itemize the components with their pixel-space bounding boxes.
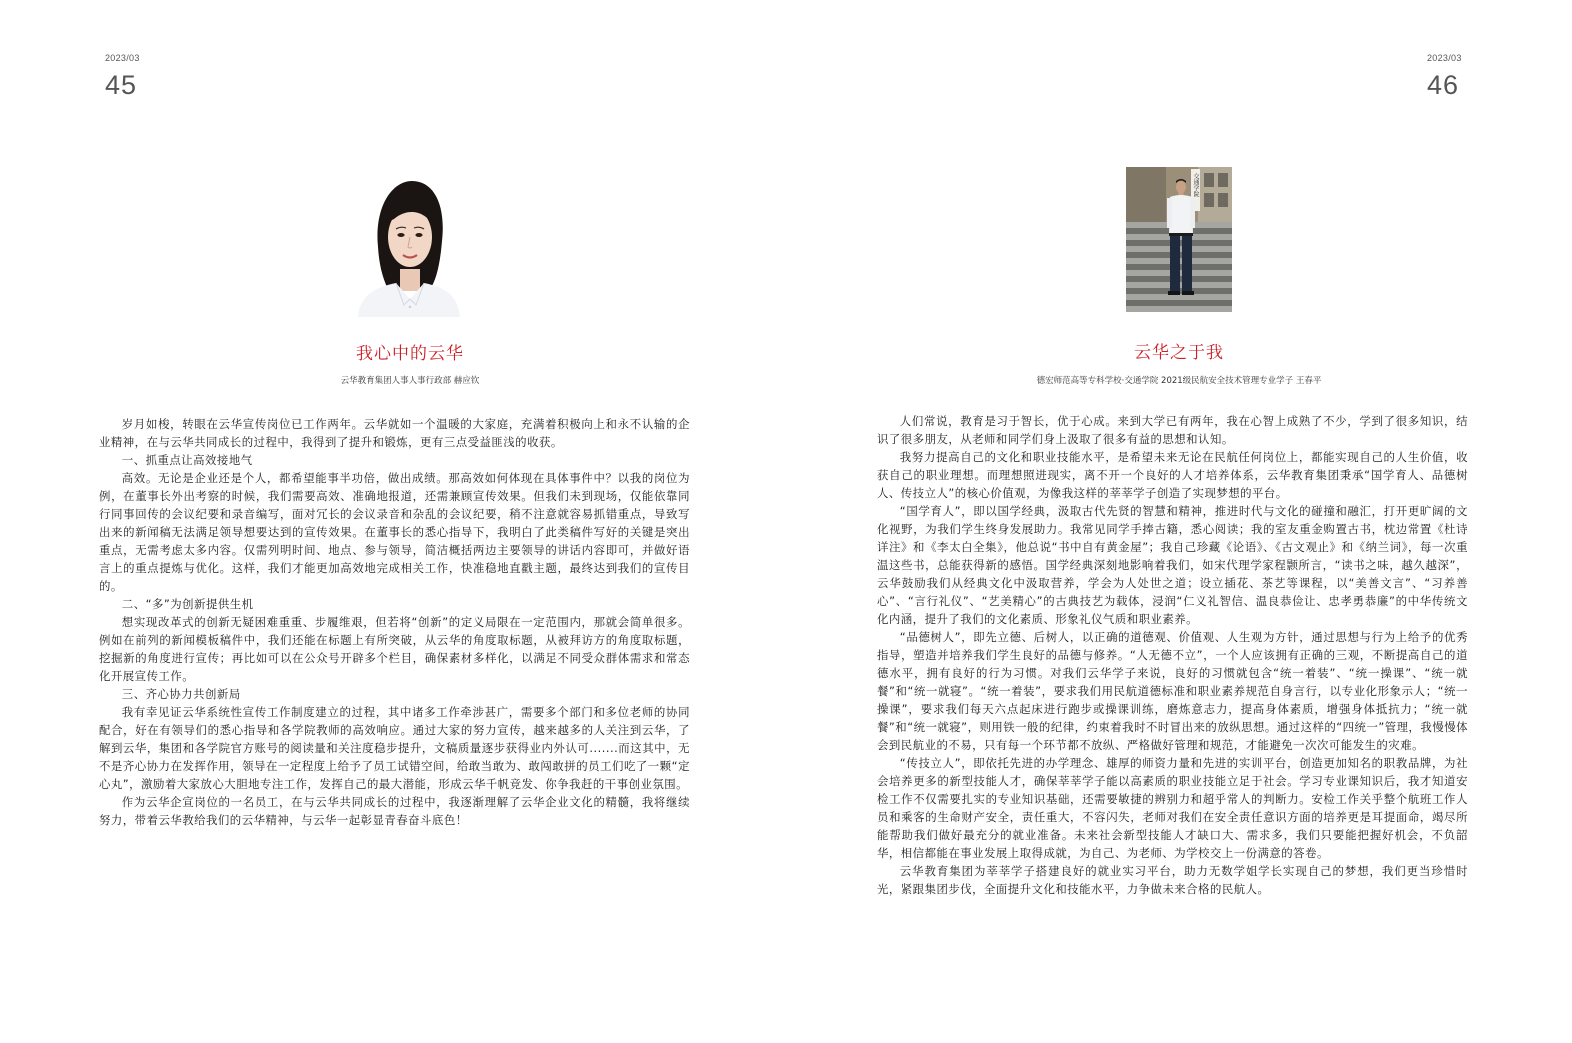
byline: 德宏师范高等专科学校·交通学院 2021级民航安全技术管理专业学子 王春平	[1036, 376, 1322, 386]
byline: 云华教育集团人事人事行政部 赫应钦	[340, 376, 480, 386]
portrait-woman-icon	[352, 177, 464, 317]
page-number: 45	[105, 70, 138, 100]
paragraph: 高效。无论是企业还是个人，都希望能事半功倍，做出成绩。那高效如何体现在具体事件中？以我的岗位为例，在董事长外出考察的时候，我们需要高效、准确地报道，还需兼顾宣传效果。但我们未到现场，仅能依靠同行同事回传的会议纪要和录音编写，面对冗长的会议录音和杂乱的会议纪要，稍不注意就容易抓错重点，导致写出来的新闻稿无法满足领导想要达到的宣传效果。在董事长的悉心指导下，我明白了此类稿件写好的关键是突出重点，无需考虑太多内容。仅需列明时间、地点、参与领导，简洁概括两边主要领导的讲话内容即可，并做好语言上的重点提炼与优化。这样，我们才能更加高效地完成相关工作，快准稳地直戳主题，最终达到我们的宣传目的。	[99, 471, 690, 593]
article-title-text: 云华之于我	[1134, 343, 1224, 363]
paragraph: “国学育人”，即以国学经典，汲取古代先贤的智慧和精神，推进时代与文化的碰撞和融汇，打开更旷阔的文化视野，为我们学生终身发展助力。我常见同学手捧古籍，悉心阅读；我的室友重金购置古书，枕边常置《杜诗详注》和《李太白全集》，他总说“书中自有黄金屋”；我自己珍藏《论语》、《古文观止》和《纳兰词》，每一次重温这些书，总能获得新的感悟。国学经典深刻地影响着我们，如宋代理学家程颢所言，“读书之味，越久越深”，云华鼓励我们从经典文化中汲取营养，学会为人处世之道；设立插花、茶艺等课程，以“美善文言”、“习养善心”、“言行礼仪”、“艺美精心”的古典技艺为载体，浸润“仁义礼智信、温良恭俭让、忠孝勇恭廉”的中华传统文化内涵，提升了我们的文化素质、形象礼仪气质和职业素养。	[877, 504, 1468, 626]
paragraph: 我有幸见证云华系统性宣传工作制度建立的过程，其中诸多工作牵涉甚广，需要多个部门和多位老师的协同配合，好在有领导们的悉心指导和各学院教师的高效响应。通过大家的努力宣传，越来越多的人关注到云华，了解到云华，集团和各学院官方账号的阅读量和关注度稳步提升，文稿质量逐步获得业内外认可.......而这其中，无不是齐心协力在发挥作用，领导在一定程度上给予了员工试错空间，给敢当敢为、敢闯敢拼的员工们吃了一颗“定心丸”，激励着大家放心大胆地专注工作，发挥自己的最大潜能，形成云华千帆竞发、你争我赶的干事创业氛围。	[99, 705, 690, 791]
issue-date: 2023/03	[1427, 53, 1462, 63]
page-number: 46	[1427, 70, 1460, 100]
paragraph: “品德树人”，即先立德、后树人，以正确的道德观、价值观、人生观为方针，通过思想与行为上给予的优秀指导，塑造并培养我们学生良好的品德与修养。“人无德不立”，一个人应该拥有正确的三观，不断提高自己的道德水平，拥有良好的行为习惯。对我们云华学子来说，良好的习惯就包含“统一着装”、“统一操课”、“统一就餐”和“统一就寝”。“统一着装”，要求我们用民航道德标准和职业素养规范自身言行，以专业化形象示人；“统一操课”，要求我们每天六点起床进行跑步或操课训练，磨炼意志力，提高身体素质，增强身体抵抗力；“统一就餐”和“统一就寝”，则用铁一般的纪律，约束着我时不时冒出来的放纵思想。通过这样的“四统一”管理，我慢慢体会到民航业的不易，只有每一个环节都不放纵、严格做好管理和规范，才能避免一次次可能发生的灾难。	[877, 630, 1468, 752]
section-heading: 一、抓重点让高效接地气	[121, 453, 253, 467]
article-title	[786, 338, 1572, 363]
paragraph: 岁月如梭，转眼在云华宣传岗位已工作两年。云华就如一个温暖的大家庭，充满着积极向上和永不认输的企业精神，在与云华共同成长的过程中，我得到了提升和锻炼，更有三点受益匪浅的收获。	[99, 417, 690, 449]
paragraph: “传技立人”，即依托先进的办学理念、雄厚的师资力量和先进的实训平台，创造更加知名的职教品牌，为社会培养更多的新型技能人才，确保莘莘学子能以高素质的职业技能立足于社会。学习专业课知识后，我才知道安检工作不仅需要扎实的专业知识基础，还需要敏捷的辨别力和超乎常人的判断力。安检工作关乎整个航班工作人员和乘客的生命财产安全，责任重大，不容闪失，老师对我们在安全责任意识方面的培养更是耳提面命，竭尽所能帮助我们做好最充分的就业准备。未来社会新型技能人才缺口大、需求多，我们只要能把握好机会，不负韶华，相信都能在事业发展上取得成就，为自己、为老师、为学校交上一份满意的答卷。	[877, 756, 1468, 860]
paragraph: 作为云华企宣岗位的一名员工，在与云华共同成长的过程中，我逐渐理解了云华企业文化的精髓，我将继续努力，带着云华教给我们的云华精神，与云华一起彰显青春奋斗底色！	[99, 795, 690, 827]
right-page	[786, 0, 1572, 1043]
paragraph: 我努力提高自己的文化和职业技能水平，是希望未来无论在民航任何岗位上，都能实现自己的人生价值，收获自己的职业理想。而理想照进现实，离不开一个良好的人才培养体系，云华教育集团秉承“国学育人、品德树人、传技立人”的核心价值观，为像我这样的莘莘学子创造了实现梦想的平台。	[877, 450, 1468, 500]
article-body	[99, 415, 690, 829]
issue-date: 2023/03	[105, 53, 140, 63]
article-body	[877, 412, 1468, 898]
paragraph: 想实现改革式的创新无疑困难重重、步履维艰，但若将“创新”的定义局限在一定范围内，那就会简单很多。例如在前列的新闻模板稿件中，我们还能在标题上有所突破，从云华的角度取标题，从被拜访方的角度取标题，挖掘新的角度进行宣传；再比如可以在公众号开辟多个栏目，确保素材多样化，以满足不同受众群体需求和常态化开展宣传工作。	[99, 615, 690, 683]
article-title-text: 我心中的云华	[356, 344, 464, 364]
section-heading: 三、齐心协力共创新局	[121, 687, 241, 701]
section-heading: 二、“多”为创新提供生机	[121, 597, 254, 611]
building-sign-text: 交通学院	[1192, 173, 1199, 197]
portrait-man-stairs-photo	[1126, 167, 1232, 312]
portrait-man-icon	[1126, 167, 1232, 312]
paragraph: 人们常说，教育是习于智长，优于心成。来到大学已有两年，我在心智上成熟了不少，学到了很多知识，结识了很多朋友，从老师和同学们身上汲取了很多有益的思想和认知。	[877, 414, 1468, 446]
paragraph: 云华教育集团为莘莘学子搭建良好的就业实习平台，助力无数学姐学长实现自己的梦想，我们更当珍惜时光，紧跟集团步伐，全面提升文化和技能水平，力争做未来合格的民航人。	[877, 864, 1468, 896]
portrait-woman-photo	[352, 177, 464, 317]
article-title	[0, 339, 786, 364]
